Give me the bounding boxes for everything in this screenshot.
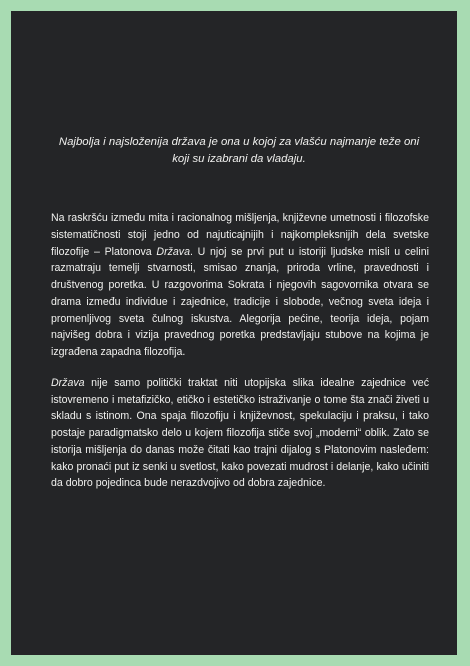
epigraph-quote: Najbolja i najsloženija država je ona u kojoj za vlašću najmanje teže oni koji su izabrani da vladaju. <box>58 136 420 165</box>
paragraph-2 <box>51 375 429 492</box>
paragraph-2-rest: nije samo politički traktat niti utopijska slika idealne zajednice već istovremeno i metafizičko, etičko i estetičko istraživanje o tome šta znači živeti u skladu s istinom. Ona spaja filozofiju i književnost, spekulaciju i praksu, i tako postaje paradigmatsko delo u kojem filozofija stiče svoj „moderni“ oblik. Zato se istorija mišljenja do danas može čitati kao trajni dijalog s Platonovim nasleđem: kako pronaći put iz senki u svetlost, kako povezati mudrost i delanje, kako učiniti da dobro pojedinca bude nerazdvojivo od dobra zajednice. <box>51 376 429 490</box>
paragraph-1-intro: Na raskršću između mita i racionalnog mišljenja, književne umetnosti i filozofske sistematičnosti stoji jedno od najuticajnijih i najkompleksnijih dela svetske filozofije – Platonova <box>51 212 429 258</box>
book-title: Država <box>156 245 190 258</box>
book-title: Država <box>51 376 85 389</box>
description-text <box>51 210 429 506</box>
paragraph-1 <box>51 210 429 361</box>
back-cover-panel <box>11 11 457 655</box>
paragraph-1-rest: . U njoj se prvi put u istoriji ljudske misli u celini razmatraju temelji stvarnosti, smisao znanja, priroda vrline, pravednosti i društvenog poretka. U razgovorima Sokrata i njegovih sagovornika otvara se drama između individue i zajednice, tradicije i slobode, večnog sveta ideja i promenljivog sveta čulnog iskustva. Alegorija pećine, teorija ideja, pojam najvišeg dobra i vizija pravednog poretka predstavljaju stubove na kojima je izgrađena zapadna filozofija. <box>51 245 429 358</box>
